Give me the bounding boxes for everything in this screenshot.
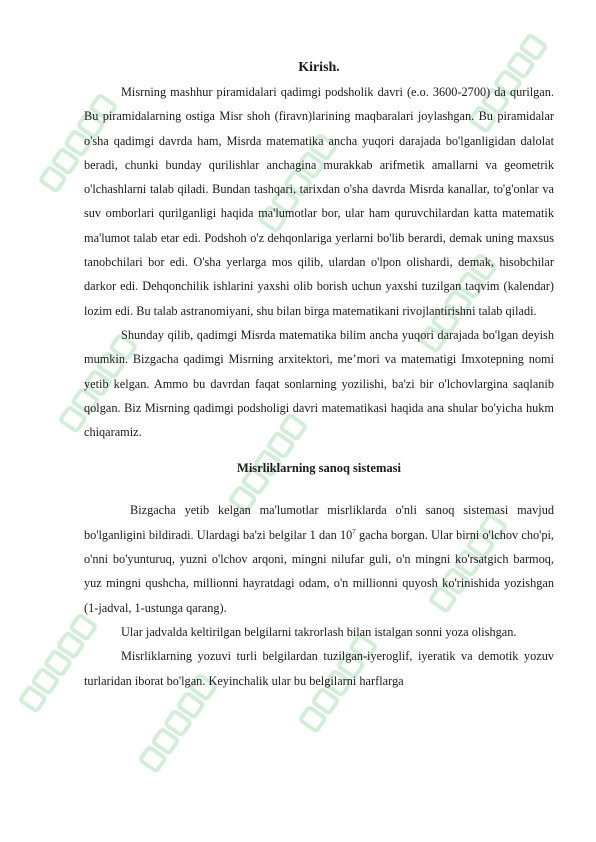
page-title: Kirish. <box>298 60 340 75</box>
section-paragraph-2: Ular jadvalda keltirilgan belgilarni takrorlash bilan istalgan sonni yoza olishgan. <box>121 624 517 639</box>
section-paragraph-1 <box>84 498 554 619</box>
section-paragraph-1-text: Bizgacha yetib kelgan ma'lumotlar misrliklarda o'nli sanoq sistemasi mavjud bo'lganligini bildiradi. Ulardagi ba'zi belgilar 1 dan 10 <box>84 503 554 542</box>
exponent: 7 <box>352 527 356 536</box>
intro-paragraph-1: Misrning mashhur piramidalari qadimgi podsholik davri (e.o. 3600-2700) da qurilgan. Bu piramidalarning ostiga Misr shoh (firavn)larining maqbaralari joylashgan. Bu piramidalar o'sha qadimgi davrda ham, Misrda matematika ancha yuqori darajada bo'lganligidan dalolat beradi, chunki bunday qurilishlar anchagina murakkab arifmetik amallarni va geometrik o'lchashlarni talab qiladi. Bundan tashqari, tarixdan o'sha davrda Misrda kanallar, to'g'onlar va suv omborlari qurilganligi haqida ma'lumotlar bor, ular ham quruvchilardan katta matematik ma'lumot talab etar edi. Podshoh o'z dehqonlariga yerlarni bo'lib berardi, demak uning maxsus tanobchilari bor edi. O'sha yerlarga mos qilib, ulardan o'lpon olishardi, demak, hisobchilar darkor edi. Dehqonchilik ishlarini yaxshi olib borish uchun yaxshi tuzilgan taqvim (kalendar) lozim edi. Bu talab astranomiyani, shu bilan birga matematikani rivojlantirishni talab qiladi. <box>84 85 554 318</box>
section-heading: Misrliklarning sanoq sistemasi <box>237 461 401 476</box>
section-paragraph-3: Misrliklarning yozuvi turli belgilardan tuzilgan-iyeroglif, iyeratik va demotik yozuv turlaridan iborat bo'lgan. Keyinchalik ular bu belgilarni harflarga <box>84 649 554 688</box>
intro-paragraph-2: Shunday qilib, qadimgi Misrda matematika bilim ancha yuqori darajada bo'lgan deyish mumkin. Bizgacha qadimgi Misrning arxitektori, me’mori va matematigi Imxotepning nomi yetib kelgan. Ammo bu davrdan faqat sonlarning yozilishi, ba'zi bir o'lchovlargina saqlanib qolgan. Biz Misrning qadimgi podsholigi davri matematikasi haqida ana shular bo'yicha hukm chiqaramiz. <box>84 327 554 440</box>
section-paragraph-1-text-cont: gacha borgan. Ular birni o'lchov cho'pi, o'nni bo'yunturuq, yuzni o'lchov arqoni, mingni nilufar guli, o'n mingni ko'rsatgich barmoq, yuz mingni qushcha, millionni hayratdagi odam, o'n millionni quyosh ko'rinishida yozishgan (1-jadval, 1-ustunga qarang). <box>84 527 554 615</box>
document-page <box>84 58 554 693</box>
